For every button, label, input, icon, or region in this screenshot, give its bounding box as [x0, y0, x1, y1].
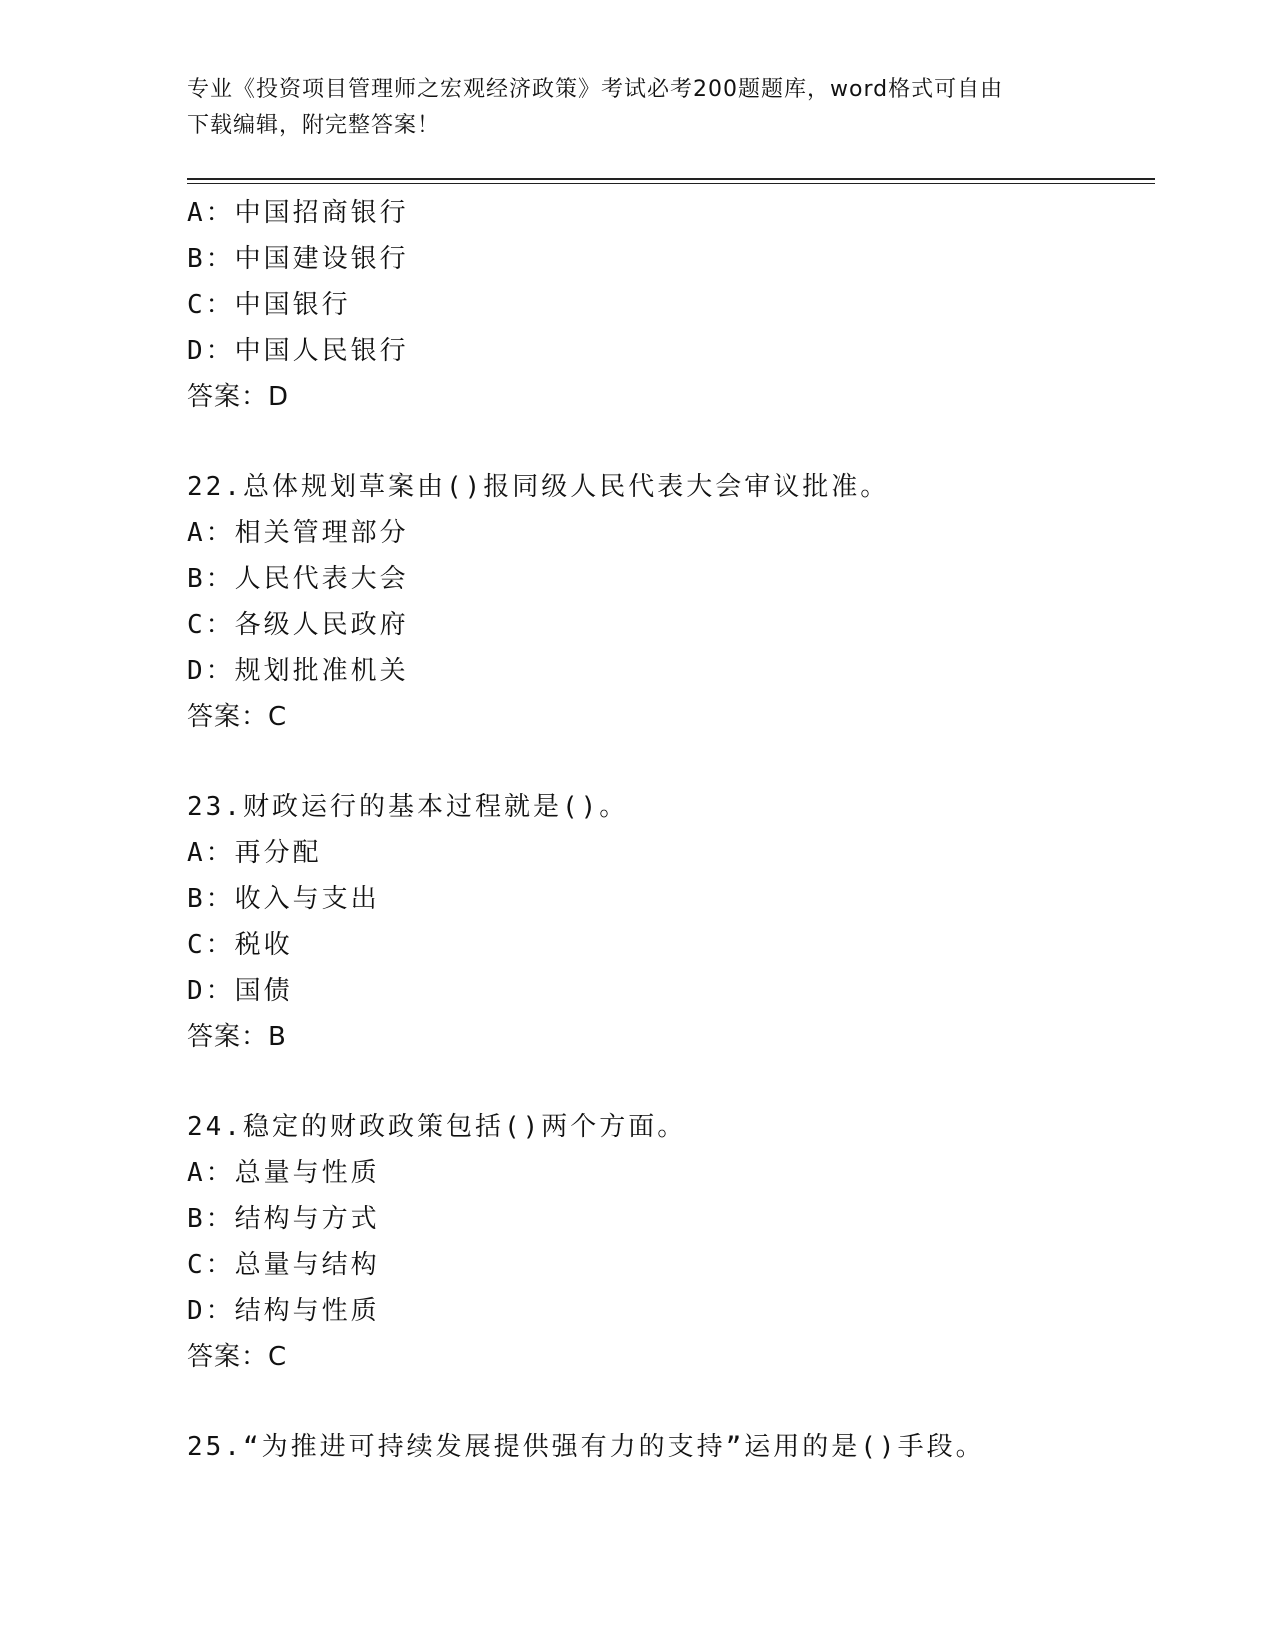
option-c: C：中国银行 — [187, 290, 351, 320]
header-divider-thick — [187, 178, 1155, 180]
option-b: B：中国建设银行 — [187, 244, 409, 274]
header-line-2: 下载编辑，附完整答案！ — [187, 113, 441, 138]
option-b: B：人民代表大会 — [187, 564, 409, 594]
option-a: A：中国招商银行 — [187, 198, 409, 228]
option-a: A：总量与性质 — [187, 1158, 380, 1188]
answer-text: 答案：B — [187, 1022, 287, 1052]
option-a: A：再分配 — [187, 838, 322, 868]
option-d: D：规划批准机关 — [187, 656, 409, 686]
question-text: 24.稳定的财政政策包括()两个方面。 — [187, 1112, 687, 1142]
answer-text: 答案：D — [187, 382, 290, 412]
question-list — [187, 190, 1155, 1470]
option-d: D：中国人民银行 — [187, 336, 409, 366]
option-d: D：国债 — [187, 976, 293, 1006]
answer-text: 答案：C — [187, 1342, 288, 1372]
question-block — [187, 190, 1155, 420]
question-text: 22.总体规划草案由()报同级人民代表大会审议批准。 — [187, 472, 890, 502]
option-c: C：税收 — [187, 930, 293, 960]
header-divider-thin — [187, 183, 1155, 184]
option-d: D：结构与性质 — [187, 1296, 380, 1326]
question-block — [187, 784, 1155, 1060]
option-c: C：总量与结构 — [187, 1250, 380, 1280]
option-c: C：各级人民政府 — [187, 610, 409, 640]
question-text: 25.“为推进可持续发展提供强有力的支持”运用的是()手段。 — [187, 1432, 985, 1462]
document-header — [187, 72, 1087, 144]
question-block — [187, 1424, 1155, 1470]
question-block — [187, 464, 1155, 740]
question-text: 23.财政运行的基本过程就是()。 — [187, 792, 629, 822]
header-line-1: 专业《投资项目管理师之宏观经济政策》考试必考200题题库，word格式可自由 — [187, 77, 1004, 102]
answer-text: 答案：C — [187, 702, 288, 732]
question-block — [187, 1104, 1155, 1380]
option-b: B：结构与方式 — [187, 1204, 380, 1234]
option-b: B：收入与支出 — [187, 884, 380, 914]
option-a: A：相关管理部分 — [187, 518, 409, 548]
